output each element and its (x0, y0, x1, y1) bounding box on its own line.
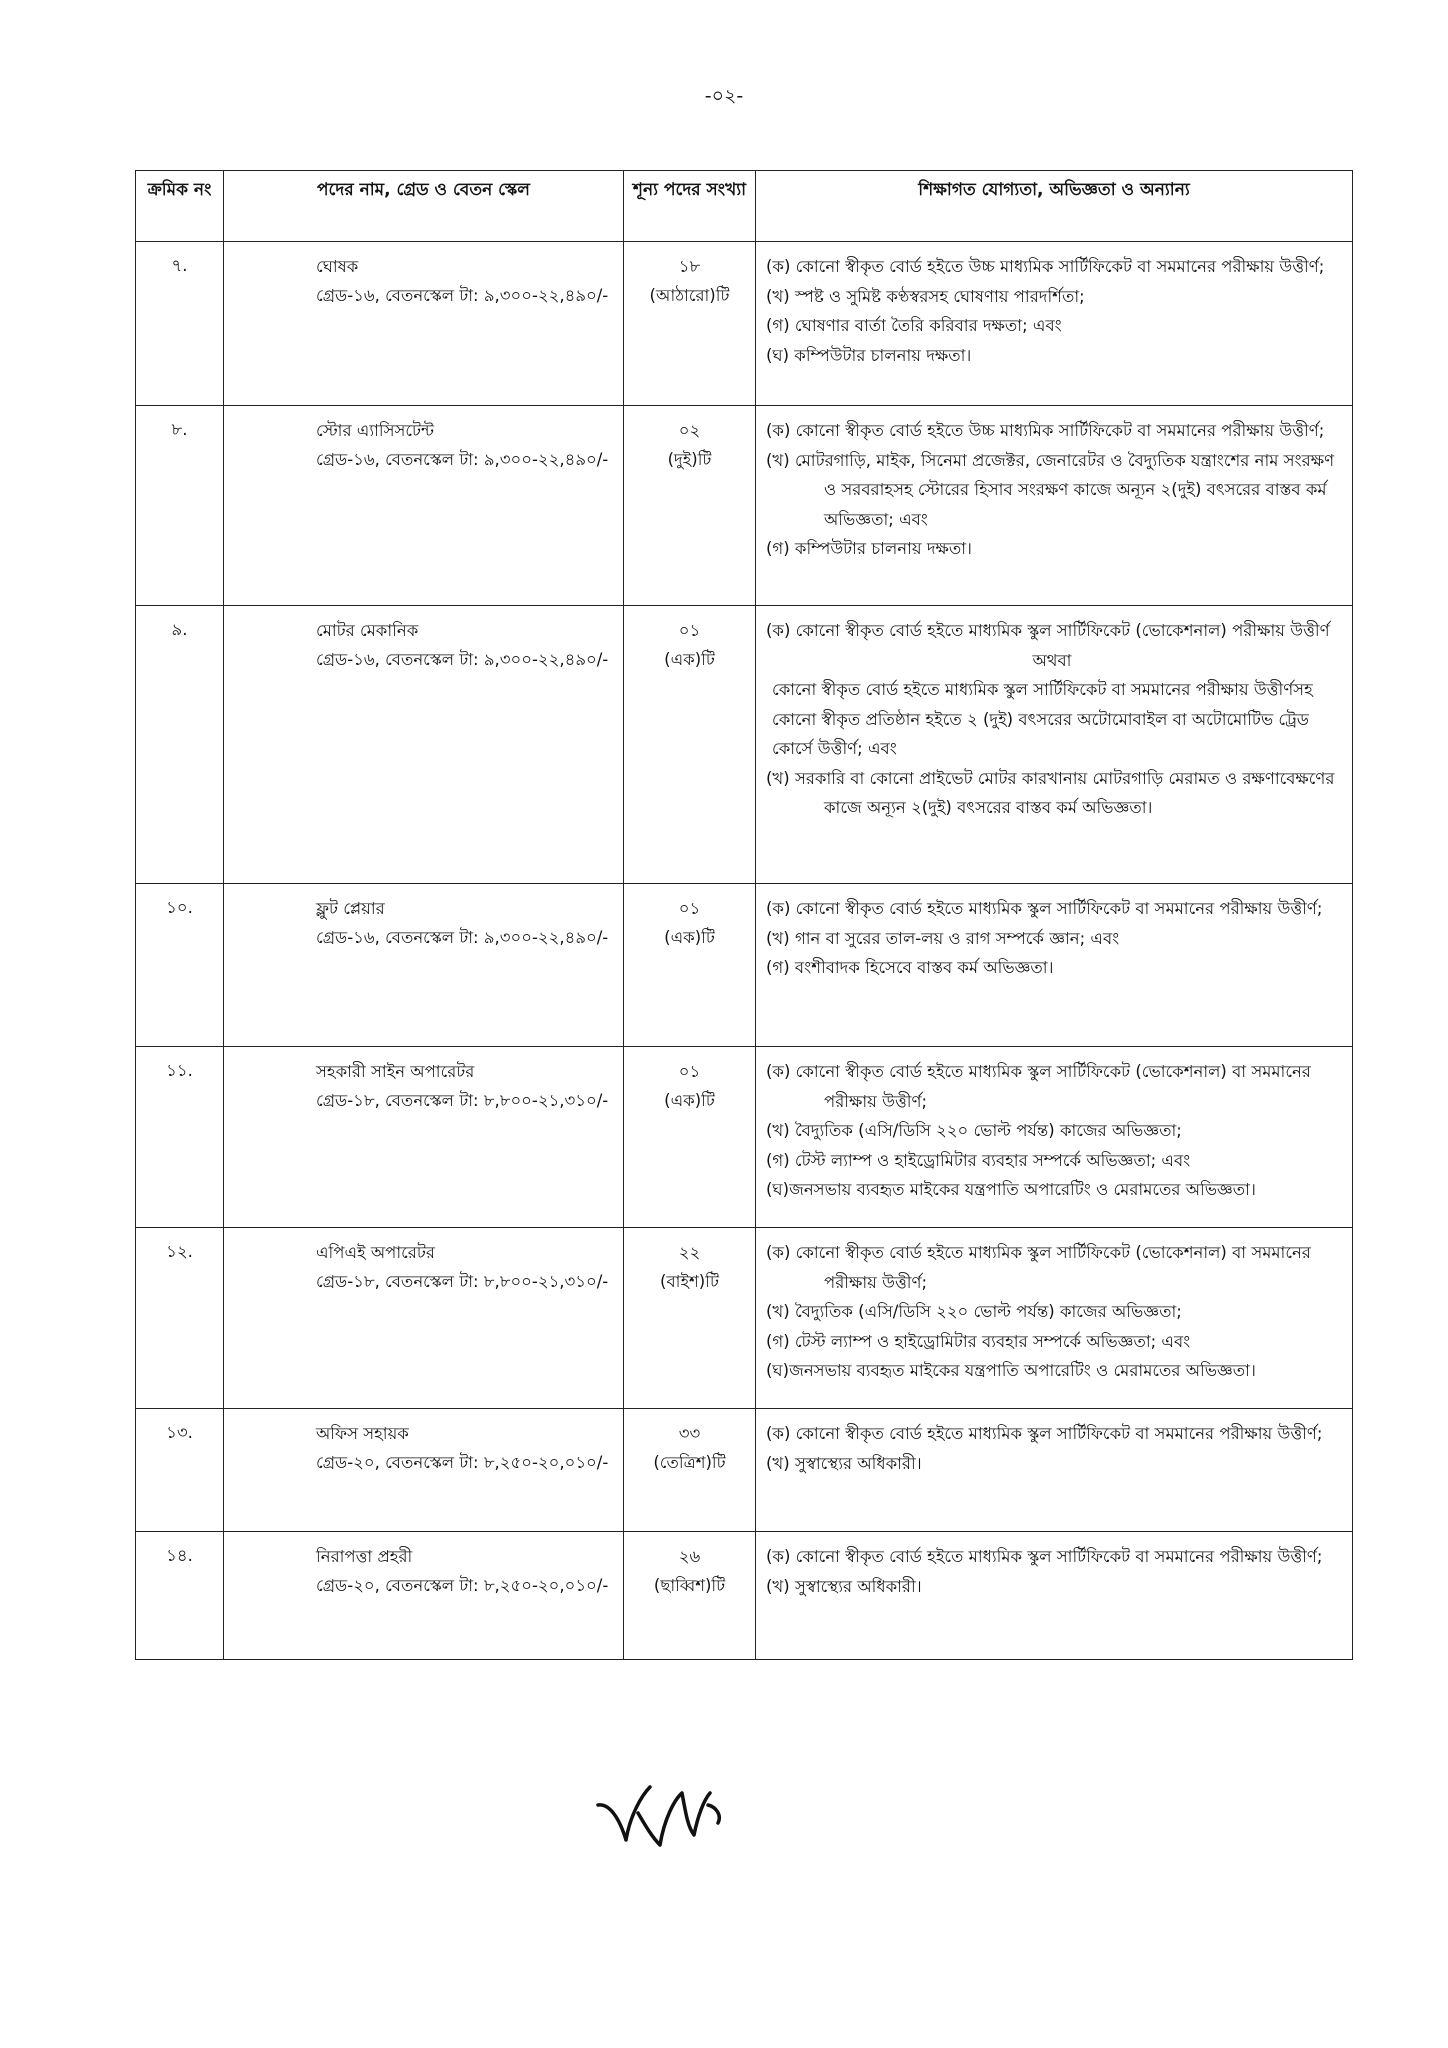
post-grade-scale: গ্রেড-১৮, বেতনস্কেল টা: ৮,৮০০-২১,৩১০/- (316, 1272, 609, 1291)
row-qualifications (756, 1532, 1353, 1660)
post-grade-scale: গ্রেড-১৬, বেতনস্কেল টা: ৯,৩০০-২২,৪৯০/- (316, 450, 609, 469)
table-header-row (136, 171, 1353, 242)
row-post (224, 1532, 624, 1660)
row-vacancy-count (624, 1532, 756, 1660)
row-post (224, 1409, 624, 1532)
qualification-item: (গ) কম্পিউটার চালনায় দক্ষতা। (766, 539, 972, 558)
vacancy-words: (দুই)টি (667, 450, 712, 469)
row-vacancy-count (624, 1409, 756, 1532)
vacancy-words: (আঠারো)টি (649, 286, 730, 305)
qualification-item: (খ) বৈদ্যুতিক (এসি/ডিসি ২২০ ভোল্ট পর্যন্ত) কাজের অভিজ্ঞতা; (766, 1302, 1182, 1321)
vacancy-number: ২৬ (678, 1547, 701, 1566)
row-post (224, 1228, 624, 1409)
row-serial: ৮. (136, 406, 224, 606)
post-name: সহকারী সাইন অপারেটর (316, 1062, 475, 1081)
row-post (224, 606, 624, 884)
table-row (136, 884, 1353, 1047)
header-post: পদের নাম, গ্রেড ও বেতন স্কেল (224, 171, 624, 242)
signature (590, 1765, 740, 1855)
qualification-item: (খ) সুস্বাস্থ্যের অধিকারী। (766, 1576, 922, 1596)
qualification-item: (খ) সরকারি বা কোনো প্রাইভেট মোটর কারখানায় মোটরগাড়ি মেরামত ও রক্ষণাবেক্ষণের কাজে অন্যূন ২(দুই) বৎসরের বাস্তব কর্ম অভিজ্ঞতা। (766, 768, 1335, 817)
post-grade-scale: গ্রেড-১৬, বেতনস্কেল টা: ৯,৩০০-২২,৪৯০/- (316, 286, 609, 305)
post-grade-scale: গ্রেড-১৮, বেতনস্কেল টা: ৮,৮০০-২১,৩১০/- (316, 1091, 609, 1110)
posts-table (135, 170, 1353, 1660)
qualification-item: (খ) মোটরগাড়ি, মাইক, সিনেমা প্রজেক্টর, জেনারেটর ও বৈদ্যুতিক যন্ত্রাংশের নাম সংরক্ষণ ও সরবরাহসহ স্টোরের হিসাব সংরক্ষণ কাজে অন্যূন ২(দুই) বৎসরের বাস্তব কর্ম অভিজ্ঞতা; এবং (766, 450, 1335, 529)
vacancy-words: (এক)টি (664, 650, 715, 669)
row-serial: ১৪. (136, 1532, 224, 1660)
qualification-item: (ক) কোনো স্বীকৃত বোর্ড হইতে মাধ্যমিক স্কুল সার্টিফিকেট (ভোকেশনাল) বা সমমানের পরীক্ষায় উত্তীর্ণ; (766, 1062, 1311, 1111)
table-row (136, 1532, 1353, 1660)
row-vacancy-count (624, 606, 756, 884)
post-grade-scale: গ্রেড-১৬, বেতনস্কেল টা: ৯,৩০০-২২,৪৯০/- (316, 928, 609, 947)
qualification-item: (খ) বৈদ্যুতিক (এসি/ডিসি ২২০ ভোল্ট পর্যন্ত) কাজের অভিজ্ঞতা; (766, 1121, 1182, 1140)
post-name: ফ্লুট প্লেয়ার (316, 899, 385, 918)
vacancy-words: (তেত্রিশ)টি (653, 1453, 726, 1472)
row-vacancy-count (624, 1228, 756, 1409)
row-post (224, 884, 624, 1047)
post-name: এপিএই অপারেটর (316, 1243, 435, 1262)
post-name: মোটর মেকানিক (316, 621, 419, 640)
post-grade-scale: গ্রেড-২০, বেতনস্কেল টা: ৮,২৫০-২০,০১০/- (316, 1576, 609, 1595)
row-vacancy-count (624, 242, 756, 406)
row-vacancy-count (624, 406, 756, 606)
qualification-item: (ক) কোনো স্বীকৃত বোর্ড হইতে উচ্চ মাধ্যমিক সার্টিফিকেট বা সমমানের পরীক্ষায় উত্তীর্ণ; (766, 421, 1325, 440)
post-name: স্টোর এ্যাসিসটেন্ট (316, 421, 435, 440)
vacancy-number: ৩৩ (678, 1424, 701, 1443)
qualification-item: (গ) টেস্ট ল্যাম্প ও হাইড্রোমিটার ব্যবহার সম্পর্কে অভিজ্ঞতা; এবং (766, 1150, 1191, 1170)
qualification-or: অথবা (1032, 650, 1072, 670)
vacancy-words: (এক)টি (664, 1091, 715, 1110)
qualification-item: (গ) টেস্ট ল্যাম্প ও হাইড্রোমিটার ব্যবহার সম্পর্কে অভিজ্ঞতা; এবং (766, 1331, 1191, 1351)
vacancy-words: (ছাব্বিশ)টি (653, 1576, 726, 1595)
post-grade-scale: গ্রেড-১৬, বেতনস্কেল টা: ৯,৩০০-২২,৪৯০/- (316, 650, 609, 669)
table-row (136, 242, 1353, 406)
qualification-item: (ঘ) কম্পিউটার চালনায় দক্ষতা। (766, 345, 972, 365)
post-name: অফিস সহায়ক (316, 1424, 409, 1443)
vacancy-number: ২২ (678, 1243, 701, 1262)
qualification-item: (ক) কোনো স্বীকৃত বোর্ড হইতে মাধ্যমিক স্কুল সার্টিফিকেট বা সমমানের পরীক্ষায় উত্তীর্ণ; (766, 899, 1323, 918)
qualification-item: (ক) কোনো স্বীকৃত বোর্ড হইতে মাধ্যমিক স্কুল সার্টিফিকেট বা সমমানের পরীক্ষায় উত্তীর্ণ; (766, 1424, 1323, 1443)
qualification-item: (ক) কোনো স্বীকৃত বোর্ড হইতে উচ্চ মাধ্যমিক সার্টিফিকেট বা সমমানের পরীক্ষায় উত্তীর্ণ; (766, 257, 1325, 276)
vacancy-number: ০১ (678, 621, 701, 640)
header-qualification: শিক্ষাগত যোগ্যতা, অভিজ্ঞতা ও অন্যান্য (756, 171, 1353, 242)
table-row (136, 1228, 1353, 1409)
vacancy-words: (এক)টি (664, 928, 715, 947)
row-vacancy-count (624, 884, 756, 1047)
qualification-item: (ক) কোনো স্বীকৃত বোর্ড হইতে মাধ্যমিক স্কুল সার্টিফিকেট বা সমমানের পরীক্ষায় উত্তীর্ণ; (766, 1547, 1323, 1566)
vacancy-number: ১৮ (678, 257, 701, 276)
row-qualifications (756, 242, 1353, 406)
row-serial: ১৩. (136, 1409, 224, 1532)
row-serial: ১২. (136, 1228, 224, 1409)
row-serial: ১০. (136, 884, 224, 1047)
row-qualifications (756, 1228, 1353, 1409)
row-serial: ৯. (136, 606, 224, 884)
post-grade-scale: গ্রেড-২০, বেতনস্কেল টা: ৮,২৫০-২০,০১০/- (316, 1453, 609, 1472)
table-row (136, 1047, 1353, 1228)
table-row (136, 606, 1353, 884)
row-serial: ১১. (136, 1047, 224, 1228)
qualification-item: (ক) কোনো স্বীকৃত বোর্ড হইতে মাধ্যমিক স্কুল সার্টিফিকেট (ভোকেশনাল) পরীক্ষায় উত্তীর্ণ (766, 621, 1330, 640)
post-name: ঘোষক (316, 257, 359, 276)
vacancy-number: ০২ (678, 421, 701, 440)
qualification-item: (গ) ঘোষণার বার্তা তৈরি করিবার দক্ষতা; এবং (766, 316, 1062, 335)
qualification-item: (গ) বংশীবাদক হিসেবে বাস্তব কর্ম অভিজ্ঞতা। (766, 958, 1054, 977)
vacancy-words: (বাইশ)টি (660, 1272, 719, 1291)
row-post (224, 1047, 624, 1228)
qualification-item: (ঘ)জনসভায় ব্যবহৃত মাইকের যন্ত্রপাতি অপারেটিং ও মেরামতের অভিজ্ঞতা। (766, 1361, 1256, 1380)
header-count: শূন্য পদের সংখ্যা (624, 171, 756, 242)
vacancy-number: ০১ (678, 1062, 701, 1081)
qualification-item: (খ) স্পষ্ট ও সুমিষ্ট কণ্ঠস্বরসহ ঘোষণায় পারদর্শিতা; (766, 286, 1085, 306)
vacancy-number: ০১ (678, 899, 701, 918)
table-row (136, 406, 1353, 606)
header-serial: ক্রমিক নং (136, 171, 224, 242)
row-post (224, 406, 624, 606)
qualification-item: (ক) কোনো স্বীকৃত বোর্ড হইতে মাধ্যমিক স্কুল সার্টিফিকেট (ভোকেশনাল) বা সমমানের পরীক্ষায় উত্তীর্ণ; (766, 1243, 1311, 1292)
qualification-item: (খ) গান বা সুরের তাল-লয় ও রাগ সম্পর্কে জ্ঞান; এবং (766, 928, 1120, 948)
row-serial: ৭. (136, 242, 224, 406)
qualification-item: (ঘ)জনসভায় ব্যবহৃত মাইকের যন্ত্রপাতি অপারেটিং ও মেরামতের অভিজ্ঞতা। (766, 1180, 1256, 1199)
row-qualifications (756, 606, 1353, 884)
row-post (224, 242, 624, 406)
post-name: নিরাপত্তা প্রহরী (316, 1547, 413, 1566)
row-qualifications (756, 406, 1353, 606)
row-qualifications (756, 884, 1353, 1047)
row-qualifications (756, 1409, 1353, 1532)
table-body (136, 242, 1353, 1660)
qualification-item: (খ) সুস্বাস্থ্যের অধিকারী। (766, 1453, 922, 1473)
table-row (136, 1409, 1353, 1532)
page-number: -০২- (704, 85, 744, 107)
row-qualifications (756, 1047, 1353, 1228)
qualification-item: কোনো স্বীকৃত বোর্ড হইতে মাধ্যমিক স্কুল সার্টিফিকেট বা সমমানের পরীক্ষায় উত্তীর্ণসহ কোনো স্বীকৃত প্রতিষ্ঠান হইতে ২ (দুই) বৎসরের অটোমোবাইল বা অটোমোটিভ ট্রেড কোর্সে উত্তীর্ণ; এবং (772, 680, 1313, 758)
row-vacancy-count (624, 1047, 756, 1228)
